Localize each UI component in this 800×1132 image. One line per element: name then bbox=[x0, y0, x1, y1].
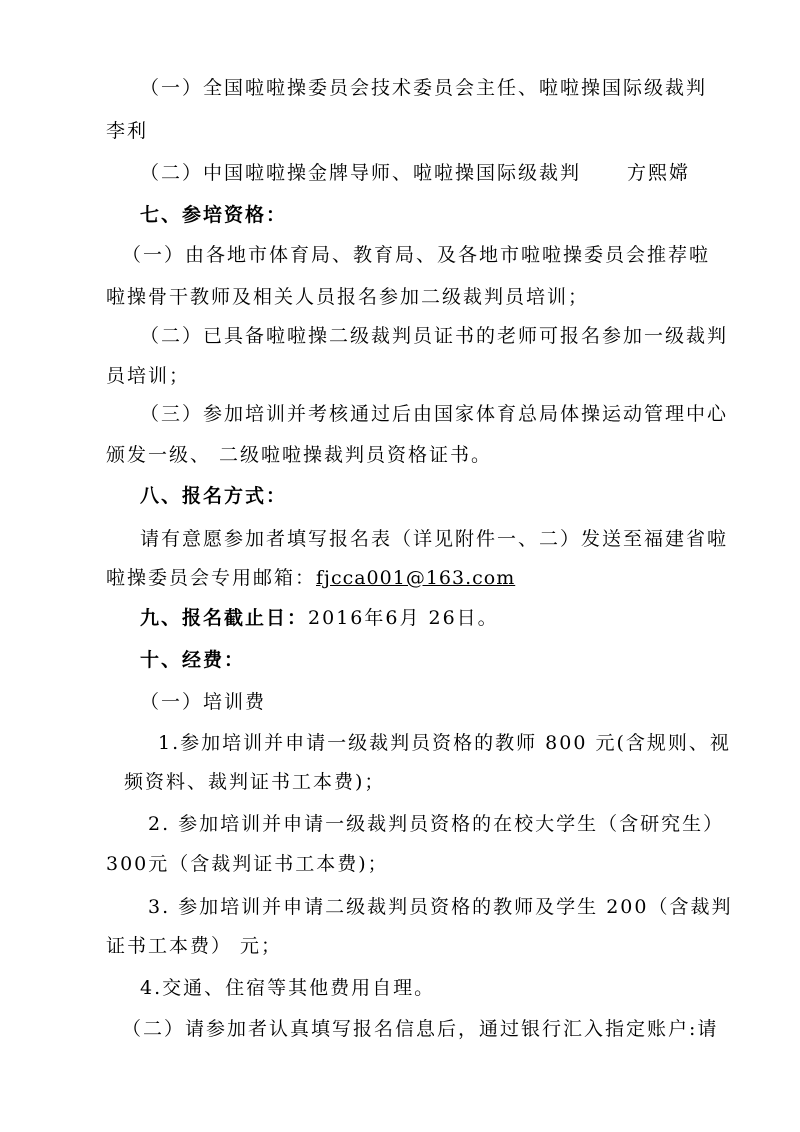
section10-sub1: （一）培训费 bbox=[140, 691, 267, 713]
email-link[interactable]: fjcca001@163.com bbox=[316, 567, 516, 589]
section6-item1-line1: （一）全国啦啦操委员会技术委员会主任、啦啦操国际级裁判 bbox=[140, 77, 708, 99]
section6-item2-text: （二）中国啦啦操金牌导师、啦啦操国际级裁判 bbox=[140, 162, 582, 184]
section7-heading: 七、参培资格： bbox=[140, 204, 288, 226]
section10-fee1-line1: 1.参加培训并申请一级裁判员资格的教师 800 元(含规则、视 bbox=[158, 732, 731, 754]
section9-heading: 九、报名截止日： bbox=[140, 607, 309, 629]
section7-item1-line1: （一）由各地市体育局、教育局、及各地市啦啦操委员会推荐啦 bbox=[122, 244, 711, 266]
section6-item1-line2: 李利 bbox=[106, 120, 149, 142]
section8-text-line1: 请有意愿参加者填写报名表（详见附件一、二）发送至福建省啦 bbox=[140, 528, 729, 550]
section10-fee3-line2: 证书工本费） 元； bbox=[106, 935, 283, 957]
section7-item2-line2: 员培训； bbox=[106, 365, 191, 387]
section10-fee3-line1: 3. 参加培训并申请二级裁判员资格的教师及学生 200（含裁判 bbox=[148, 896, 733, 918]
section6-item2-name: 方熙嫦 bbox=[627, 162, 691, 184]
section10-heading: 十、经费： bbox=[140, 649, 246, 671]
section7-item3-line2: 颁发一级、 二级啦啦操裁判员资格证书。 bbox=[106, 444, 493, 466]
section7-item1-line2: 啦操骨干教师及相关人员报名参加二级裁判员培训； bbox=[106, 286, 590, 308]
section8-text-prefix: 啦操委员会专用邮箱： bbox=[106, 567, 317, 589]
section8-heading: 八、报名方式： bbox=[140, 485, 288, 507]
section10-fee1-line2: 频资料、裁判证书工本费)； bbox=[124, 771, 386, 793]
section9-date: 2016年6月 26日。 bbox=[308, 607, 499, 629]
section10-sub2: （二）请参加者认真填写报名信息后，通过银行汇入指定账户:请 bbox=[122, 1018, 719, 1040]
section8-text-line2 bbox=[106, 566, 515, 590]
section10-fee2-line1: 2. 参加培训并申请一级裁判员资格的在校大学生（含研究生） bbox=[148, 813, 725, 835]
section7-item3-line1: （三）参加培训并考核通过后由国家体育总局体操运动管理中心 bbox=[140, 403, 729, 425]
section6-item2 bbox=[140, 161, 690, 185]
section10-fee4: 4.交通、住宿等其他费用自理。 bbox=[140, 977, 436, 999]
section10-fee2-line2: 300元（含裁判证书工本费)； bbox=[106, 853, 389, 875]
section7-item2-line1: （二）已具备啦啦操二级裁判员证书的老师可报名参加一级裁判 bbox=[140, 325, 729, 347]
section9-line bbox=[140, 606, 499, 630]
